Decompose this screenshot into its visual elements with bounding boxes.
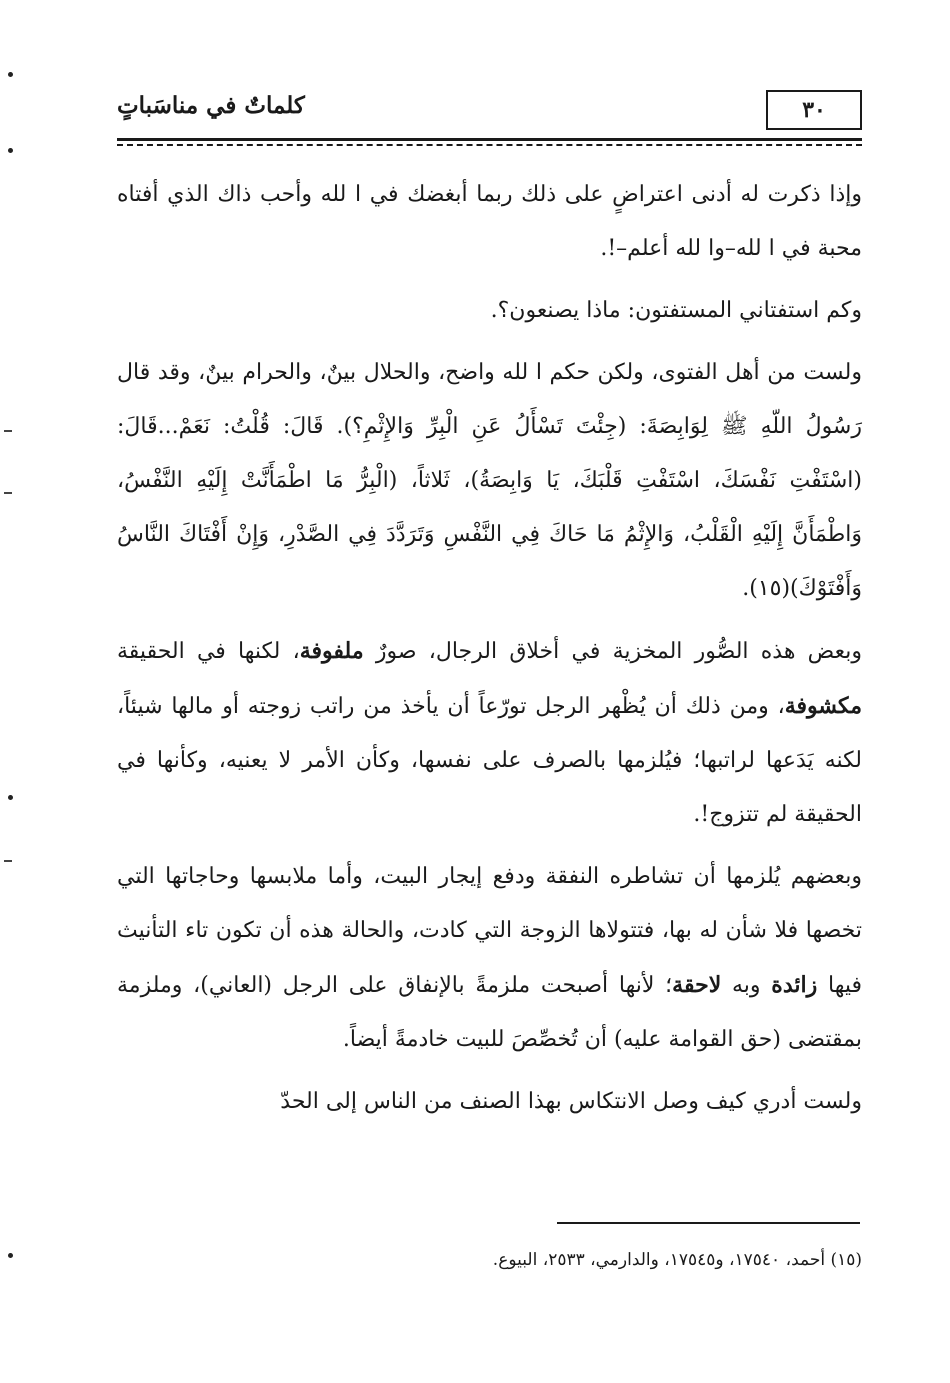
margin-dot bbox=[8, 72, 13, 77]
header-rule-dashed bbox=[117, 144, 862, 146]
text-run: ، ومن ذلك أن يُظْهر الرجل تورّعاً أن يأخذ من راتب زوجته أو مالها شيئاً، لكنه يَدَعها لراتبها؛ فيُلزمها بالصرف على نفسها، وكأن الأمر لا يعنيه، وكأنها في الحقيقة لم تتزوج!. bbox=[117, 694, 862, 827]
margin-dot bbox=[8, 148, 13, 153]
page-number-box bbox=[766, 90, 862, 130]
paragraph bbox=[117, 624, 862, 842]
margin-dot bbox=[8, 1253, 13, 1258]
header-rule bbox=[117, 138, 862, 141]
paragraph: ولست أدري كيف وصل الانتكاس بهذا الصنف من الناس إلى الحدّ bbox=[280, 1089, 862, 1114]
text-run: وبعض هذه الصُّور المخزية في أخلاق الرجال، صورٌ bbox=[363, 639, 862, 664]
text-run: وبعضهم يُلزمها أن تشاطره النفقة ودفع إيجار البيت، وأما ملابسها وحاجاتها التي تخصها فلا شأن له بها، فتتولاها الزوجة التي كادت، والحالة هذه أن تكون تاء التأنيث فيها bbox=[117, 864, 863, 998]
body-text bbox=[117, 168, 862, 1137]
text-run: ، لكنها في الحقيقة bbox=[117, 639, 300, 664]
bold-term: لاحقة bbox=[672, 972, 722, 998]
bold-term: ملفوفة bbox=[299, 638, 364, 664]
bold-term: مكشوفة bbox=[784, 693, 862, 719]
margin-tick bbox=[4, 430, 12, 432]
paragraph: ولست من أهل الفتوى، ولكن حكم ا لله واضح، والحلال بينٌ، والحرام بينٌ، وقد قال رَسُولُ اللّهِ ﷺ لِوَابِصَةَ: (جِئْتَ تَسْأَلُ عَنِ الْبِرِّ وَالإِثْمِ؟). قَالَ: قُلْتُ: نَعَمْ...قَالَ: (اسْتَفْتِ نَفْسَكَ، اسْتَفْتِ قَلْبَكَ، يَا وَابِصَةُ)، ثَلاثاً، (الْبِرُّ مَا اطْمَأَنَّتْ إِلَيْهِ النَّفْسُ، وَاطْمَأَنَّ إِلَيْهِ الْقَلْبُ، وَالإِثْمُ مَا حَاكَ فِي النَّفْسِ وَتَرَدَّدَ فِي الصَّدْرِ، وَإِنْ أَفْتَاكَ النَّاسُ وَأَفْتَوْكَ)(١٥). bbox=[117, 360, 862, 601]
paragraph: وإذا ذكرت له أدنى اعتراضٍ على ذلك ربما أبغضك في ا لله وأحب ذاك الذي أفتاه محبة في ا لله–وا لله أعلم–!. bbox=[117, 182, 862, 261]
page-number: ٣٠ bbox=[802, 97, 826, 123]
margin-tick bbox=[4, 860, 12, 862]
text-run: ؛ لأنها أصبحت ملزمةً بالإنفاق على الرجل (العاني)، وملزمة بمقتضى (حق القوامة عليه) أن تُخصِّصَ للبيت خادمةً أيضاً. bbox=[117, 973, 862, 1052]
footnote: (١٥) أحمد، ١٧٥٤٠، و١٧٥٤٥، والدارمي، ٢٥٣٣، البيوع. bbox=[492, 1250, 862, 1270]
text-run: وبه bbox=[721, 973, 772, 998]
margin-tick bbox=[4, 492, 12, 494]
book-title: كلماتٌ في مناسَباتٍ bbox=[117, 92, 305, 119]
margin-dot bbox=[8, 795, 13, 800]
bold-term: زائدة bbox=[771, 972, 818, 998]
footnote-rule bbox=[557, 1222, 860, 1224]
paragraph bbox=[117, 850, 862, 1067]
page-header bbox=[117, 84, 862, 134]
paragraph: وكم استفتاني المستفتون: ماذا يصنعون؟. bbox=[490, 298, 862, 323]
